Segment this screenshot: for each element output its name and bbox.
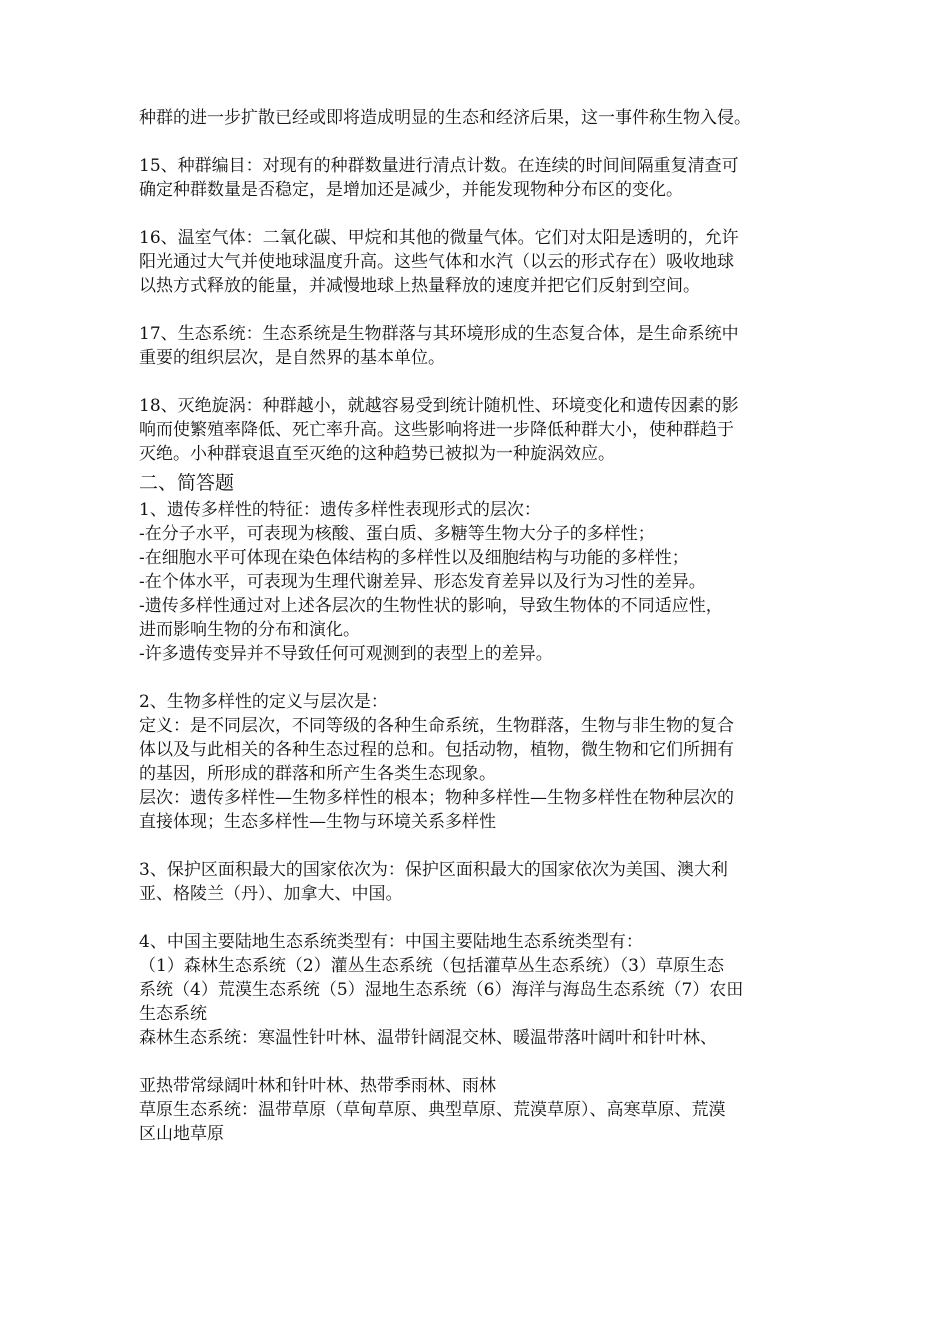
text-line: -在个体水平，可表现为生理代谢差异、形态发育差异以及行为习性的差异。 xyxy=(139,572,706,592)
text-line: 17、生态系统：生态系统是生物群落与其环境形成的生态复合体，是生命系统中 xyxy=(139,324,739,344)
text-line: 层次：遗传多样性—生物多样性的根本；物种多样性—生物多样性在物种层次的 xyxy=(139,788,734,808)
text-line: 亚、格陵兰（丹）、加拿大、中国。 xyxy=(139,884,403,904)
text-line: 草原生态系统：温带草原（草甸草原、典型草原、荒漠草原）、高寒草原、荒漠 xyxy=(139,1100,726,1120)
text-line: 灭绝。小种群衰退直至灭绝的这种趋势已被拟为一种旋涡效应。 xyxy=(139,444,615,464)
text-line: 区山地草原 xyxy=(139,1124,224,1144)
text-line: 18、灭绝旋涡：种群越小，就越容易受到统计随机性、环境变化和遗传因素的影 xyxy=(139,396,739,416)
text-line: 以热方式释放的能量，并减慢地球上热量释放的速度并把它们反射到空间。 xyxy=(139,276,700,296)
text-line: 2、生物多样性的定义与层次是： xyxy=(139,692,388,712)
text-line: 确定种群数量是否稳定，是增加还是减少，并能发现物种分布区的变化。 xyxy=(139,180,683,200)
text-line: -遗传多样性通过对上述各层次的生物性状的影响，导致生物体的不同适应性， xyxy=(139,596,723,616)
text-line: 重要的组织层次，是自然界的基本单位。 xyxy=(139,348,445,368)
section-heading: 二、简答题 xyxy=(139,472,235,494)
text-line: -在分子水平，可表现为核酸、蛋白质、多糖等生物大分子的多样性； xyxy=(139,524,655,544)
paragraph-gap xyxy=(139,130,829,154)
paragraph-gap xyxy=(139,370,829,394)
text-line: 的基因，所形成的群落和所产生各类生态现象。 xyxy=(139,764,496,784)
text-line: 森林生态系统：寒温性针叶林、温带针阔混交林、暖温带落叶阔叶和针叶林、 xyxy=(139,1028,717,1048)
text-line: 亚热带常绿阔叶林和针叶林、热带季雨林、雨林 xyxy=(139,1076,496,1096)
text-line: 生态系统 xyxy=(139,1004,207,1024)
paragraph-gap xyxy=(139,298,829,322)
text-line: 15、种群编目：对现有的种群数量进行清点计数。在连续的时间间隔重复清查可 xyxy=(139,156,739,176)
text-line: 16、温室气体：二氧化碳、甲烷和其他的微量气体。它们对太阳是透明的，允许 xyxy=(139,228,739,248)
text-line: 定义：是不同层次，不同等级的各种生命系统，生物群落，生物与非生物的复合 xyxy=(139,716,734,736)
text-line: 阳光通过大气并使地球温度升高。这些气体和水汽（以云的形式存在）吸收地球 xyxy=(139,252,734,272)
text-line: -在细胞水平可体现在染色体结构的多样性以及细胞结构与功能的多样性； xyxy=(139,548,689,568)
text-line: 1、遗传多样性的特征：遗传多样性表现形式的层次： xyxy=(139,500,541,520)
text-line: 体以及与此相关的各种生态过程的总和。包括动物，植物，微生物和它们所拥有 xyxy=(139,740,734,760)
document-page xyxy=(139,106,829,1146)
text-line: （1）森林生态系统（2）灌丛生态系统（包括灌草丛生态系统）（3）草原生态 xyxy=(139,956,724,976)
text-line: 系统（4）荒漠生态系统（5）湿地生态系统（6）海洋与海岛生态系统（7）农田 xyxy=(139,980,744,1000)
text-line: 3、保护区面积最大的国家依次为：保护区面积最大的国家依次为美国、澳大利 xyxy=(139,860,728,880)
paragraph-gap xyxy=(139,834,829,858)
text-line: 种群的进一步扩散已经或即将造成明显的生态和经济后果，这一事件称生物入侵。 xyxy=(139,108,751,128)
text-line: 进而影响生物的分布和演化。 xyxy=(139,620,360,640)
paragraph-gap xyxy=(139,906,829,930)
text-line: 响而使繁殖率降低、死亡率升高。这些影响将进一步降低种群大小，使种群趋于 xyxy=(139,420,734,440)
paragraph-gap xyxy=(139,1050,829,1074)
paragraph-gap xyxy=(139,202,829,226)
text-line: 4、中国主要陆地生态系统类型有：中国主要陆地生态系统类型有： xyxy=(139,932,643,952)
text-line: -许多遗传变异并不导致任何可观测到的表型上的差异。 xyxy=(139,644,553,664)
text-line: 直接体现；生态多样性—生物与环境关系多样性 xyxy=(139,812,496,832)
paragraph-gap xyxy=(139,666,829,690)
